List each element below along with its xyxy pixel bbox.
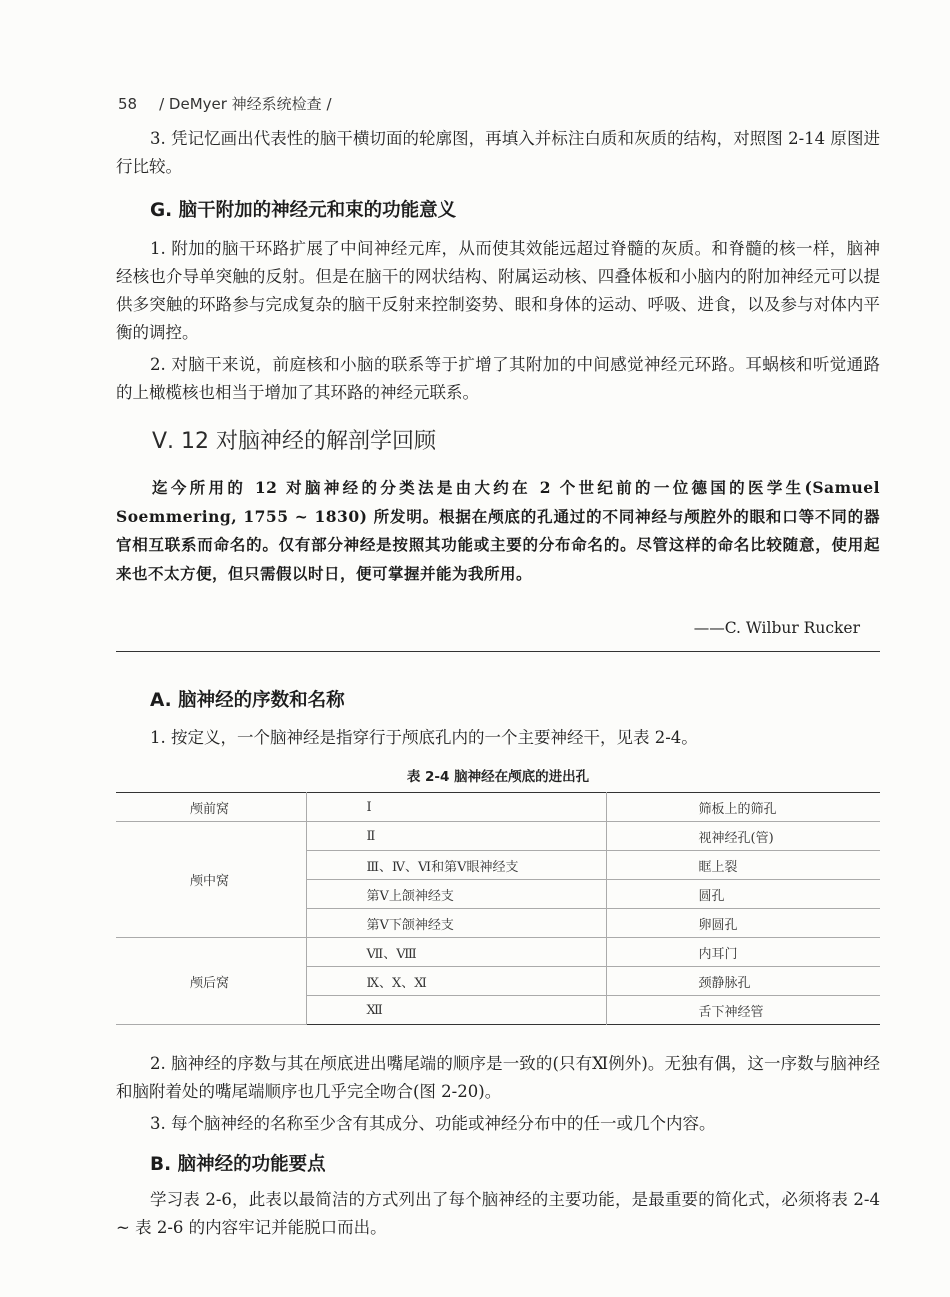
table-cell-nerve: Ⅲ、Ⅳ、Ⅵ和第Ⅴ眼神经支 [306, 851, 606, 880]
table-cell-fossa: 颅前窝 [116, 793, 306, 822]
table-cell-foramen: 卵圆孔 [606, 909, 880, 938]
paragraph-g2: 2. 对脑干来说，前庭核和小脑的联系等于扩增了其附加的中间感觉神经元环路。耳蜗核和听觉通路的上橄榄核也相当于增加了其环路的神经元联系。 [116, 355, 880, 402]
paragraph-a2: 2. 脑神经的序数与其在颅底进出嘴尾端的顺序是一致的(只有Ⅺ例外)。无独有偶，这一序数与脑神经和脑附着处的嘴尾端顺序也几乎完全吻合(图 2-20)。 [116, 1054, 880, 1101]
table-caption: 表 2-4 脑神经在颅底的进出孔 [406, 769, 590, 785]
table-cell-nerve: 第Ⅴ下颌神经支 [306, 909, 606, 938]
running-header [118, 93, 332, 114]
table-row [116, 793, 880, 822]
paragraph-b1: 学习表 2-6，此表以最简洁的方式列出了每个脑神经的主要功能，是最重要的简化式，必须将表 2-4 ~ 表 2-6 的内容牢记并能脱口而出。 [116, 1190, 880, 1237]
paragraph-a1: 1. 按定义，一个脑神经是指穿行于颅底孔内的一个主要神经干，见表 2-4。 [150, 728, 698, 747]
page-number: 58 [118, 95, 138, 113]
table-row [116, 938, 880, 967]
paragraph-a3: 3. 每个脑神经的名称至少含有其成分、功能或神经分布中的任一或几个内容。 [150, 1114, 716, 1133]
table-cell-foramen: 视神经孔(管) [606, 822, 880, 851]
table-cell-foramen: 眶上裂 [606, 851, 880, 880]
paragraph-top: 3. 凭记忆画出代表性的脑干横切面的轮廓图，再填入并标注白质和灰质的结构，对照图 2-14 原图进行比较。 [116, 129, 880, 176]
section-heading-g: G. 脑干附加的神经元和束的功能意义 [150, 200, 457, 221]
running-title: / DeMyer 神经系统检查 / [159, 95, 332, 113]
table-cell-nerve: Ⅱ [306, 822, 606, 851]
table-cell-nerve: 第Ⅴ上颌神经支 [306, 880, 606, 909]
section-title-v: Ⅴ. 12 对脑神经的解剖学回顾 [152, 429, 437, 454]
table-cell-foramen: 内耳门 [606, 938, 880, 967]
section-heading-b: B. 脑神经的功能要点 [150, 1154, 326, 1175]
section-heading-a: A. 脑神经的序数和名称 [150, 690, 345, 711]
table-cell-foramen: 筛板上的筛孔 [606, 793, 880, 822]
table-row [116, 822, 880, 851]
table-cell-fossa: 颅后窝 [116, 938, 306, 1025]
quote-attribution: ——C. Wilbur Rucker [693, 619, 860, 637]
cranial-foramina-table [116, 792, 880, 1025]
section-divider [116, 651, 880, 652]
table-cell-nerve: Ⅶ、Ⅷ [306, 938, 606, 967]
table-cell-foramen: 颈静脉孔 [606, 967, 880, 996]
paragraph-g1: 1. 附加的脑干环路扩展了中间神经元库，从而使其效能远超过脊髓的灰质。和脊髓的核一样，脑神经核也介导单突触的反射。但是在脑干的网状结构、附属运动核、四叠体板和小脑内的附加神经元可以提供多突触的环路参与完成复杂的脑干反射来控制姿势、眼和身体的运动、呼吸、进食，以及参与对体内平衡的调控。 [116, 239, 880, 342]
table-cell-foramen: 舌下神经管 [698, 1004, 764, 1020]
table-cell-foramen: 圆孔 [606, 880, 880, 909]
table-cell-fossa: 颅中窝 [116, 822, 306, 938]
table-cell-nerve: Ⅰ [306, 793, 606, 822]
table-cell-nerve: Ⅸ、Ⅹ、Ⅺ [306, 967, 606, 996]
table-cell-nerve: Ⅻ [306, 996, 606, 1025]
epigraph-quote: 迄今所用的 12 对脑神经的分类法是由大约在 2 个世纪前的一位德国的医学生(Samuel Soemmering, 1755 ~ 1830) 所发明。根据在颅底的孔通过的不同神经与颅腔外的眼和口等不同的器官相互联系而命名的。仅有部分神经是按照其功能或主要的分布命名的。尽管这样的命名比较随意，使用起来也不太方便，但只需假以时日，便可掌握并能为我所用。 [116, 478, 880, 583]
